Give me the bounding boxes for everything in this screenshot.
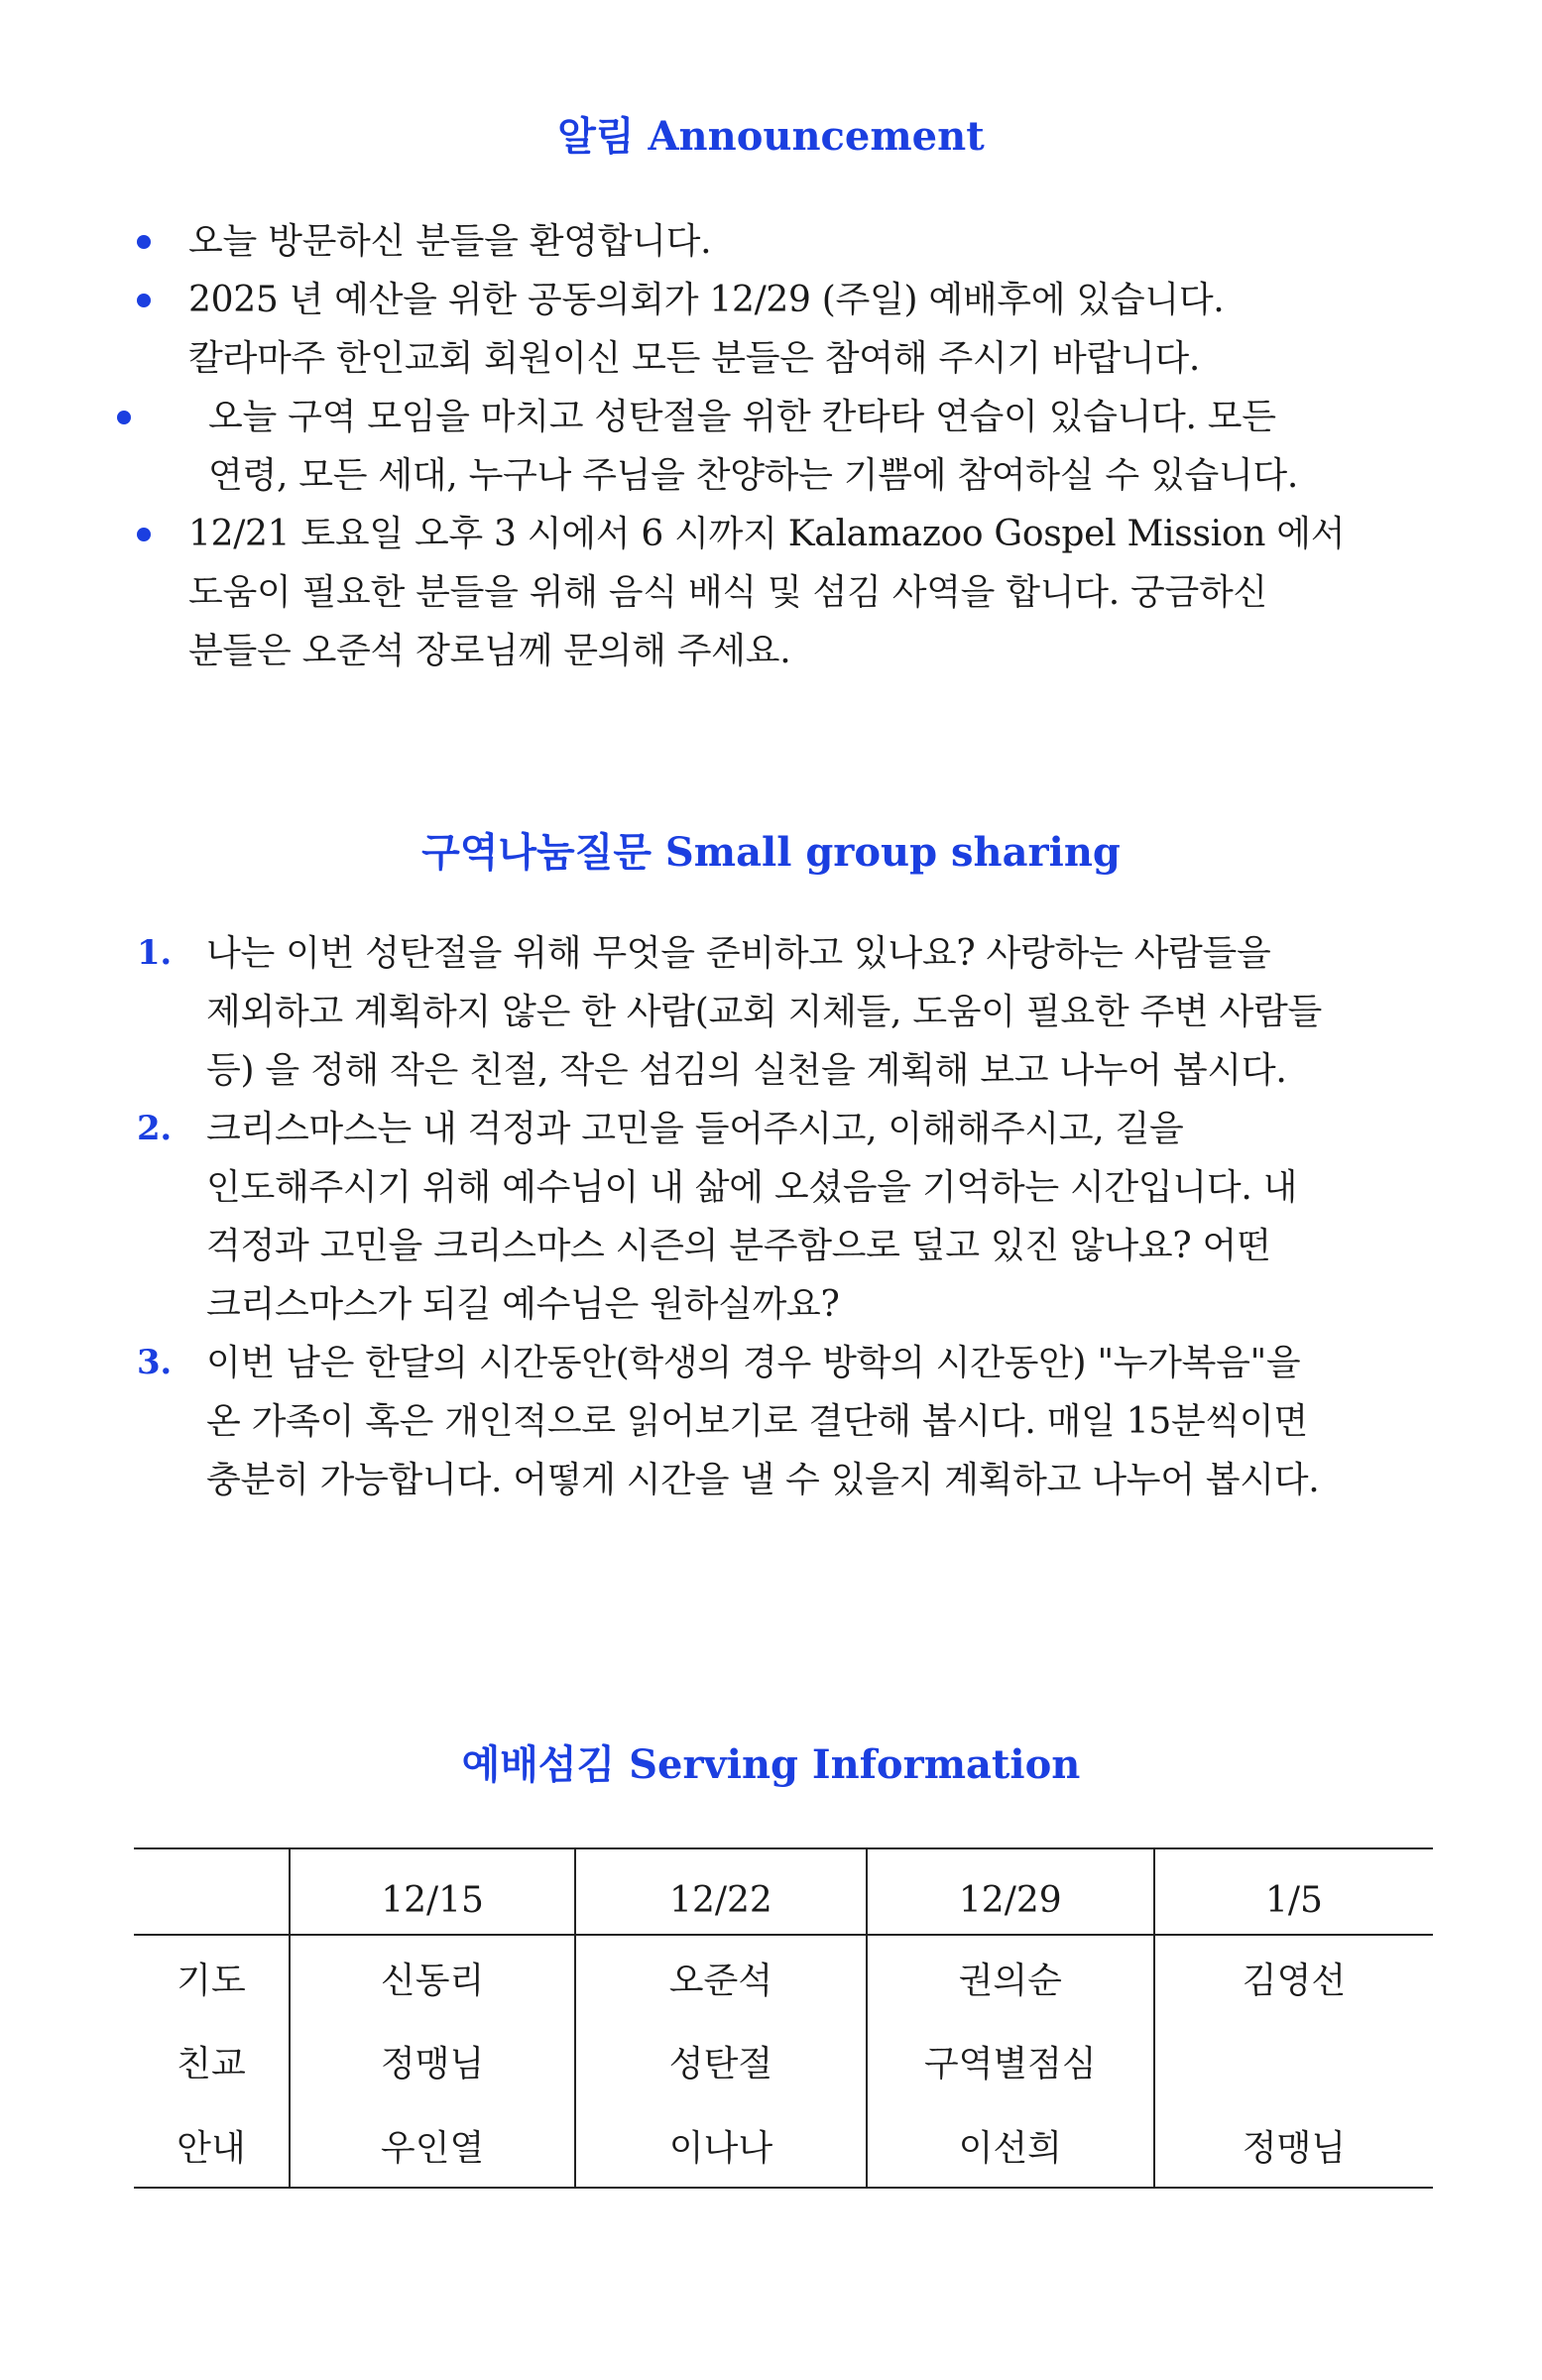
item-number: 1. <box>137 933 172 973</box>
serving-cell: 신동리 <box>290 1935 575 2019</box>
sharing-item: 2. 크리스마스는 내 걱정과 고민을 들어주시고, 이해해주시고, 길을 인도해주시기 위해 예수님이 내 삶에 오셨음을 기억하는 시간입니다. 내 걱정과 고민을 크리스마스 시즌의 분주함으로 덮고 있진 않나요? 어떤 크리스마스가 되길 예수님은 원하실까요? <box>206 1100 1406 1334</box>
serving-cell: 권의순 <box>867 1935 1154 2019</box>
bullet-icon <box>137 235 151 249</box>
serving-cell: 우인열 <box>290 2103 575 2188</box>
serving-cell: 이선희 <box>867 2103 1154 2188</box>
bullet-icon <box>117 411 131 424</box>
announcement-title: 알림 Announcement <box>557 113 985 160</box>
serving-cell: 김영선 <box>1154 1935 1433 2019</box>
announcement-list <box>188 212 1398 680</box>
serving-cell: 이나나 <box>575 2103 866 2188</box>
table-row <box>134 1935 1433 2019</box>
sharing-title: 구역나눔질문 Small group sharing <box>421 829 1121 876</box>
serving-title: 예배섬김 Serving Information <box>461 1741 1081 1788</box>
serving-cell: 정맹님 <box>1154 2103 1433 2188</box>
date-header: 12/29 <box>867 1848 1154 1935</box>
serving-cell: 정맹님 <box>290 2019 575 2103</box>
date-header: 12/15 <box>290 1848 575 1935</box>
announcement-item: 오늘 방문하신 분들을 환영합니다. <box>188 212 1398 271</box>
role-label: 친교 <box>177 2044 246 2084</box>
date-header: 1/5 <box>1154 1848 1433 1935</box>
role-label: 안내 <box>134 2103 290 2188</box>
table-row <box>134 2103 1433 2188</box>
serving-cell: 오준석 <box>575 1935 866 2019</box>
announcement-item: 오늘 구역 모임을 마치고 성탄절을 위한 칸타타 연습이 있습니다. 모든 연령, 모든 세대, 누구나 주님을 찬양하는 기쁨에 참여하실 수 있습니다. <box>188 388 1398 505</box>
announcement-item: 2025 년 예산을 위한 공동의회가 12/29 (주일) 예배후에 있습니다. 칼라마주 한인교회 회원이신 모든 분들은 참여해 주시기 바랍니다. <box>188 271 1398 388</box>
serving-cell: 구역별점심 <box>867 2019 1154 2103</box>
sharing-item: 3. 이번 남은 한달의 시간동안(학생의 경우 방학의 시간동안) "누가복음"을 온 가족이 혹은 개인적으로 읽어보기로 결단해 봅시다. 매일 15분씩이면 충분히 가능합니다. 어떻게 시간을 낼 수 있을지 계획하고 나누어 봅시다. <box>206 1334 1406 1509</box>
serving-header-row <box>134 1848 1433 1935</box>
serving-cell: 성탄절 <box>575 2019 866 2103</box>
sharing-item: 1. 나는 이번 성탄절을 위해 무엇을 준비하고 있나요? 사랑하는 사람들을 제외하고 계획하지 않은 한 사람(교회 지체들, 도움이 필요한 주변 사람들 등) 을 정해 작은 친절, 작은 섬김의 실천을 계획해 보고 나누어 봅시다. <box>206 924 1406 1100</box>
corner-cell <box>134 1848 290 1935</box>
item-number: 3. <box>137 1343 172 1382</box>
bullet-icon <box>137 528 151 541</box>
date-header: 12/22 <box>575 1848 866 1935</box>
announcement-item: 12/21 토요일 오후 3 시에서 6 시까지 Kalamazoo Gospel Mission 에서 도움이 필요한 분들을 위해 음식 배식 및 섬김 사역을 합니다. 궁금하신 분들은 오준석 장로님께 문의해 주세요. <box>188 505 1398 680</box>
table-row <box>134 2019 1433 2103</box>
bullet-icon <box>137 294 151 307</box>
serving-cell <box>1154 2019 1433 2103</box>
serving-table <box>134 1847 1433 2189</box>
item-number: 2. <box>137 1109 172 1148</box>
role-label: 기도 <box>177 1960 246 2001</box>
sharing-list <box>137 924 1406 1509</box>
